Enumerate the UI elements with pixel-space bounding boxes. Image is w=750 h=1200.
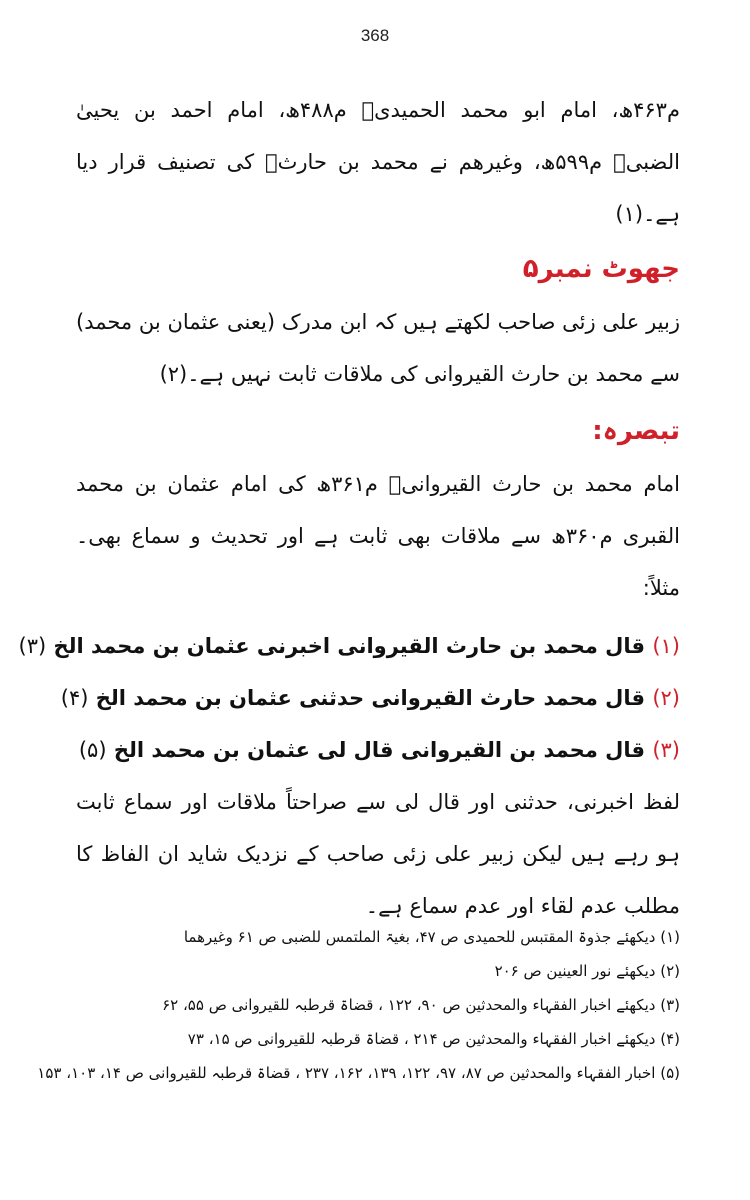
page-number: 368 (360, 26, 390, 45)
quote-text: قال محمد حارث القیروانی حدثنی عثمان بن محمد الخ (95, 686, 645, 710)
quote-item (60, 672, 680, 724)
main-content (18, 84, 680, 932)
footnote: (۳) دیکھئے اخبار الفقہاء والمحدثین ص ۹۰، ۱۲۲ ، قضاۃ قرطبہ للقیروانی ص ۵۵، ۶۲ (162, 996, 680, 1014)
quote-reference: (۵) (78, 738, 107, 762)
conclusion-paragraph: لفظ اخبرنی، حدثنی اور قال لی سے صراحتاً ملاقات اور سماع ثابت ہو رہے ہیں لیکن زبیر علی زئی صاحب کے نزدیک شاید ان الفاظ کا مطلب عدم لقاء اور عدم سماع ہے۔ (76, 790, 680, 918)
review-paragraph: امام محمد بن حارث القیروانیؒ م۳۶۱ھ کی امام عثمان بن محمد القبری م۳۶۰ھ سے ملاقات بھی ثابت ہے اور تحدیث و سماع بھی۔ مثلاً: (76, 472, 680, 600)
quote-item (76, 724, 680, 776)
quote-text: قال محمد بن حارث القیروانی اخبرنی عثمان بن محمد الخ (53, 634, 645, 658)
footnotes (37, 920, 680, 1090)
quote-text: قال محمد بن القیروانی قال لی عثمان بن محمد الخ (113, 738, 645, 762)
quote-item (18, 620, 680, 672)
quote-list (18, 620, 680, 776)
quote-reference: (۳) (18, 634, 47, 658)
quote-number: (۱) (652, 634, 680, 658)
footnote: (۲) دیکھئے نور العینین ص ۲۰۶ (494, 962, 680, 980)
footnote: (۴) دیکھئے اخبار الفقہاء والمحدثین ص ۲۱۴ ، قضاۃ قرطبہ للقیروانی ص ۱۵، ۷۳ (187, 1030, 680, 1048)
section-heading-lie-5: جھوٹ نمبر۵ (522, 254, 680, 284)
review-heading: تبصرہ: (592, 416, 680, 446)
footnote: (۵) اخبار الفقہاء والمحدثین ص ۸۷، ۹۷، ۱۲۲، ۱۳۹، ۱۶۲، ۲۳۷ ، قضاۃ قرطبہ للقیروانی ص ۱۴، ۱۰۳، ۱۵۳ (37, 1064, 680, 1082)
quote-reference: (۴) (60, 686, 89, 710)
footnote: (۱) دیکھئے جذوۃ المقتبس للحمیدی ص ۴۷، بغیۃ الملتمس للضبی ص ۶۱ وغیرھما (183, 928, 680, 946)
quote-number: (۲) (652, 686, 680, 710)
claim-paragraph: زبیر علی زئی صاحب لکھتے ہیں کہ ابن مدرک (یعنی عثمان بن محمد) سے محمد بن حارث القیروانی کی ملاقات ثابت نہیں ہے۔(۲) (76, 310, 680, 386)
intro-paragraph: م۴۶۳ھ، امام ابو محمد الحمیدیؒ م۴۸۸ھ، امام احمد بن یحییٰ الضبیؒ م۵۹۹ھ، وغیرھم نے محمد بن حارثؒ کی تصنیف قرار دیا ہے۔(۱) (76, 98, 680, 226)
quote-number: (۳) (652, 738, 680, 762)
